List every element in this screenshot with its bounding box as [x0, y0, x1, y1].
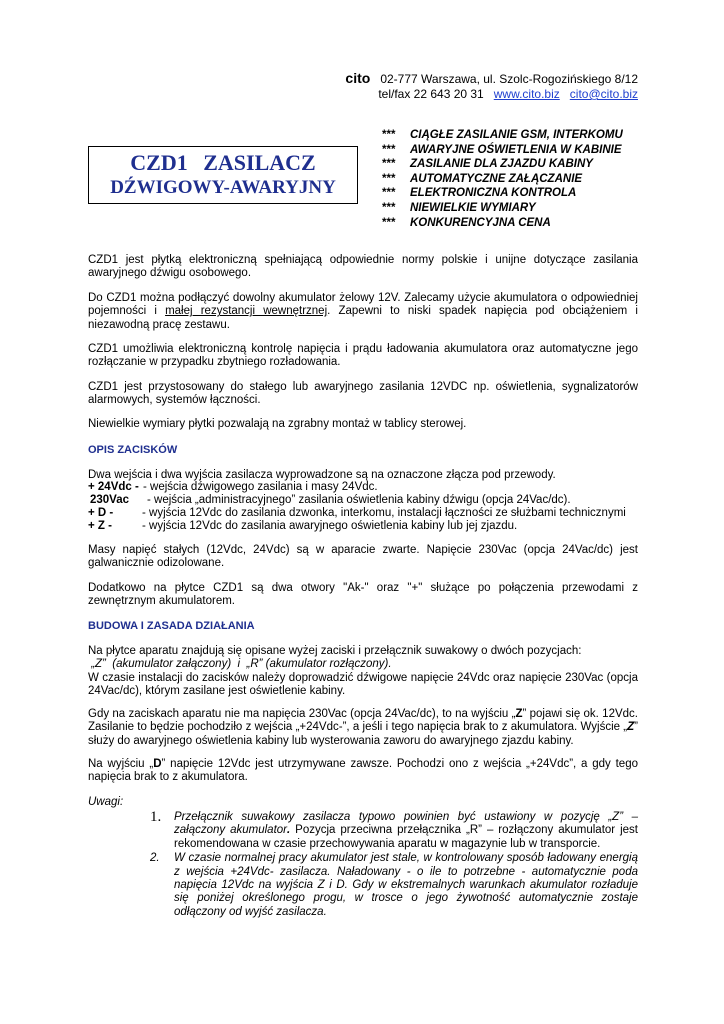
feature-item: *** ELEKTRONICZNA KONTROLA	[382, 187, 577, 200]
product-title-box	[88, 146, 358, 204]
terminal-key: + 24Vdc -	[88, 481, 139, 493]
section-heading-operation: BUDOWA I ZASADA DZIAŁANIA	[88, 620, 255, 632]
brand-name: cito	[345, 70, 371, 86]
product-subtitle: DŹWIGOWY-AWARYJNY	[110, 177, 336, 198]
feature-item: *** ZASILANIE DLA ZJAZDU KABINY	[382, 158, 593, 171]
product-title: CZD1 ZASILACZ	[130, 150, 316, 175]
terminal-row	[88, 481, 626, 494]
feature-item: *** AWARYJNE OŚWIETLENIA W KABINIE	[382, 143, 622, 156]
notes-list	[150, 811, 638, 920]
operation-paragraph-3: Na wyjściu „D” napięcie 12Vdc jest utrzymywane zawsze. Pochodzi ono z wejścia „+24Vdc”, a gdy tego napięcia brak to z akumulatora.	[88, 758, 638, 784]
terminal-desc: - wejścia dźwigowego zasilania i masy 24Vdc.	[143, 481, 378, 493]
phone: tel/fax 22 643 20 31	[378, 87, 484, 101]
terminal-desc: - wyjścia 12Vdc do zasilania awaryjnego oświetlenia kabiny lub jej zjazdu.	[142, 519, 518, 532]
intro-paragraph-4: CZD1 jest przystosowany do stałego lub awaryjnego zasilania 12VDC np. oświetlenia, sygnalizatorów alarmowych, systemów łączności.	[88, 381, 638, 407]
section-heading-terminals: OPIS ZACISKÓW	[88, 444, 178, 456]
terminal-desc: - wyjścia 12Vdc do zasilania dzwonka, interkomu, instalacji łączności ze służbami technicznymi	[142, 506, 626, 519]
terminal-key: + Z -	[88, 519, 112, 532]
terminal-row	[88, 494, 626, 507]
terminal-row	[88, 507, 626, 520]
terminal-row	[88, 520, 626, 533]
operation-paragraph-2: Gdy na zaciskach aparatu nie ma napięcia 230Vac (opcja 24Vac/dc), to na wyjściu „Z” pojawi się ok. 12Vdc. Zasilanie to będzie pochodziło z wejścia „+24Vdc-”, a jeśli i tego napięcia brak to z akumulatora. Wyjście „Z” służy do awaryjnego oświetlenia kabiny lub wysterowania zaworu do awaryjnego zjazdu kabiny.	[88, 708, 638, 747]
note-item: 2. W czasie normalnej pracy akumulator jest stale, w kontrolowany sposób ładowany energią z wejścia +24Vdc- zasilacza. Naładowany - o ile to potrzebne - automatycznie poda napięcia 12Vdc na wyjścia Z i D. Gdy w ekstremalnych warunkach akumulator rozładuje się poniżej określonego progu, w trosce o jego żywotność automatycznie zostaje odłączony od wyjść zasilacza.	[150, 852, 638, 918]
company-contact-line	[0, 87, 638, 101]
email-link[interactable]: cito@cito.biz	[569, 87, 638, 101]
terminal-key: + D -	[88, 506, 114, 519]
terminal-desc: - wejścia „administracyjnego” zasilania oświetlenia kabiny dźwigu (opcja 24Vac/dc).	[147, 493, 571, 506]
note-item: 1. Przełącznik suwakowy zasilacza typowo powinien być ustawiony w pozycję „Z” – załączony akumulator. Pozycja przeciwna przełącznika „R” – rozłączony akumulator jest rekomendowana w czasie przechowywania aparatu w magazynie lub w transporcie.	[150, 809, 638, 850]
operation-paragraph-1: Na płytce aparatu znajdują się opisane wyżej zaciski i przełącznik suwakowy o dwóch pozycjach: „Z” (akumulator załączony) i „R” (akumulator rozłączony). W czasie instalacji do zacisków należy doprowadzić dźwigowe napięcie 24Vdc oraz napięcie 230Vac (opcja 24Vac/dc), którym zasilane jest oświetlenie kabiny.	[88, 645, 638, 698]
feature-item: *** KONKURENCYJNA CENA	[382, 216, 551, 229]
terminals-intro: Dwa wejścia i dwa wyjścia zasilacza wyprowadzone są na oznaczone złącza pod przewody.	[88, 469, 556, 481]
website-link[interactable]: www.cito.biz	[493, 87, 560, 101]
feature-item: *** AUTOMATYCZNE ZAŁĄCZANIE	[382, 172, 583, 185]
intro-paragraph-3: CZD1 umożliwia elektroniczną kontrolę napięcia i prądu ładowania akumulatora oraz automatyczne jego rozłączanie w przypadku zbytniego rozładowania.	[88, 343, 638, 369]
feature-item: *** NIEWIELKIE WYMIARY	[382, 201, 536, 214]
terminal-list	[88, 481, 626, 533]
terminals-holes-note: Dodatkowo na płytce CZD1 są dwa otwory "Ak-" oraz "+" służące po połączenia przewodami z zewnętrznym akumulatorem.	[88, 582, 638, 608]
intro-paragraph-1: CZD1 jest płytką elektroniczną spełniającą odpowiednie normy polskie i unijne dotyczące zasilania awaryjnego dźwigu osobowego.	[88, 254, 638, 280]
notes-label: Uwagi:	[88, 796, 124, 808]
company-address-line	[0, 70, 638, 86]
address: 02-777 Warszawa, ul. Szolc-Rogozińskiego 8/12	[380, 72, 638, 86]
terminals-mass-note: Masy napięć stałych (12Vdc, 24Vdc) są w aparacie zwarte. Napięcie 230Vac (opcja 24Vac/dc) jest galwanicznie odizolowane.	[88, 544, 638, 570]
intro-paragraph-2: Do CZD1 można podłączyć dowolny akumulator żelowy 12V. Zalecamy użycie akumulatora o odpowiedniej pojemności i małej rezystancji wewnętrznej. Zapewni to niski spadek napięcia pod obciążeniem i niezawodną pracę zestawu.	[88, 292, 638, 331]
terminal-key: 230Vac	[90, 493, 130, 506]
feature-list	[382, 128, 623, 230]
feature-item: *** CIĄGŁE ZASILANIE GSM, INTERKOMU	[382, 129, 623, 141]
intro-paragraph-5: Niewielkie wymiary płytki pozwalają na zgrabny montaż w tablicy sterowej.	[88, 418, 467, 430]
